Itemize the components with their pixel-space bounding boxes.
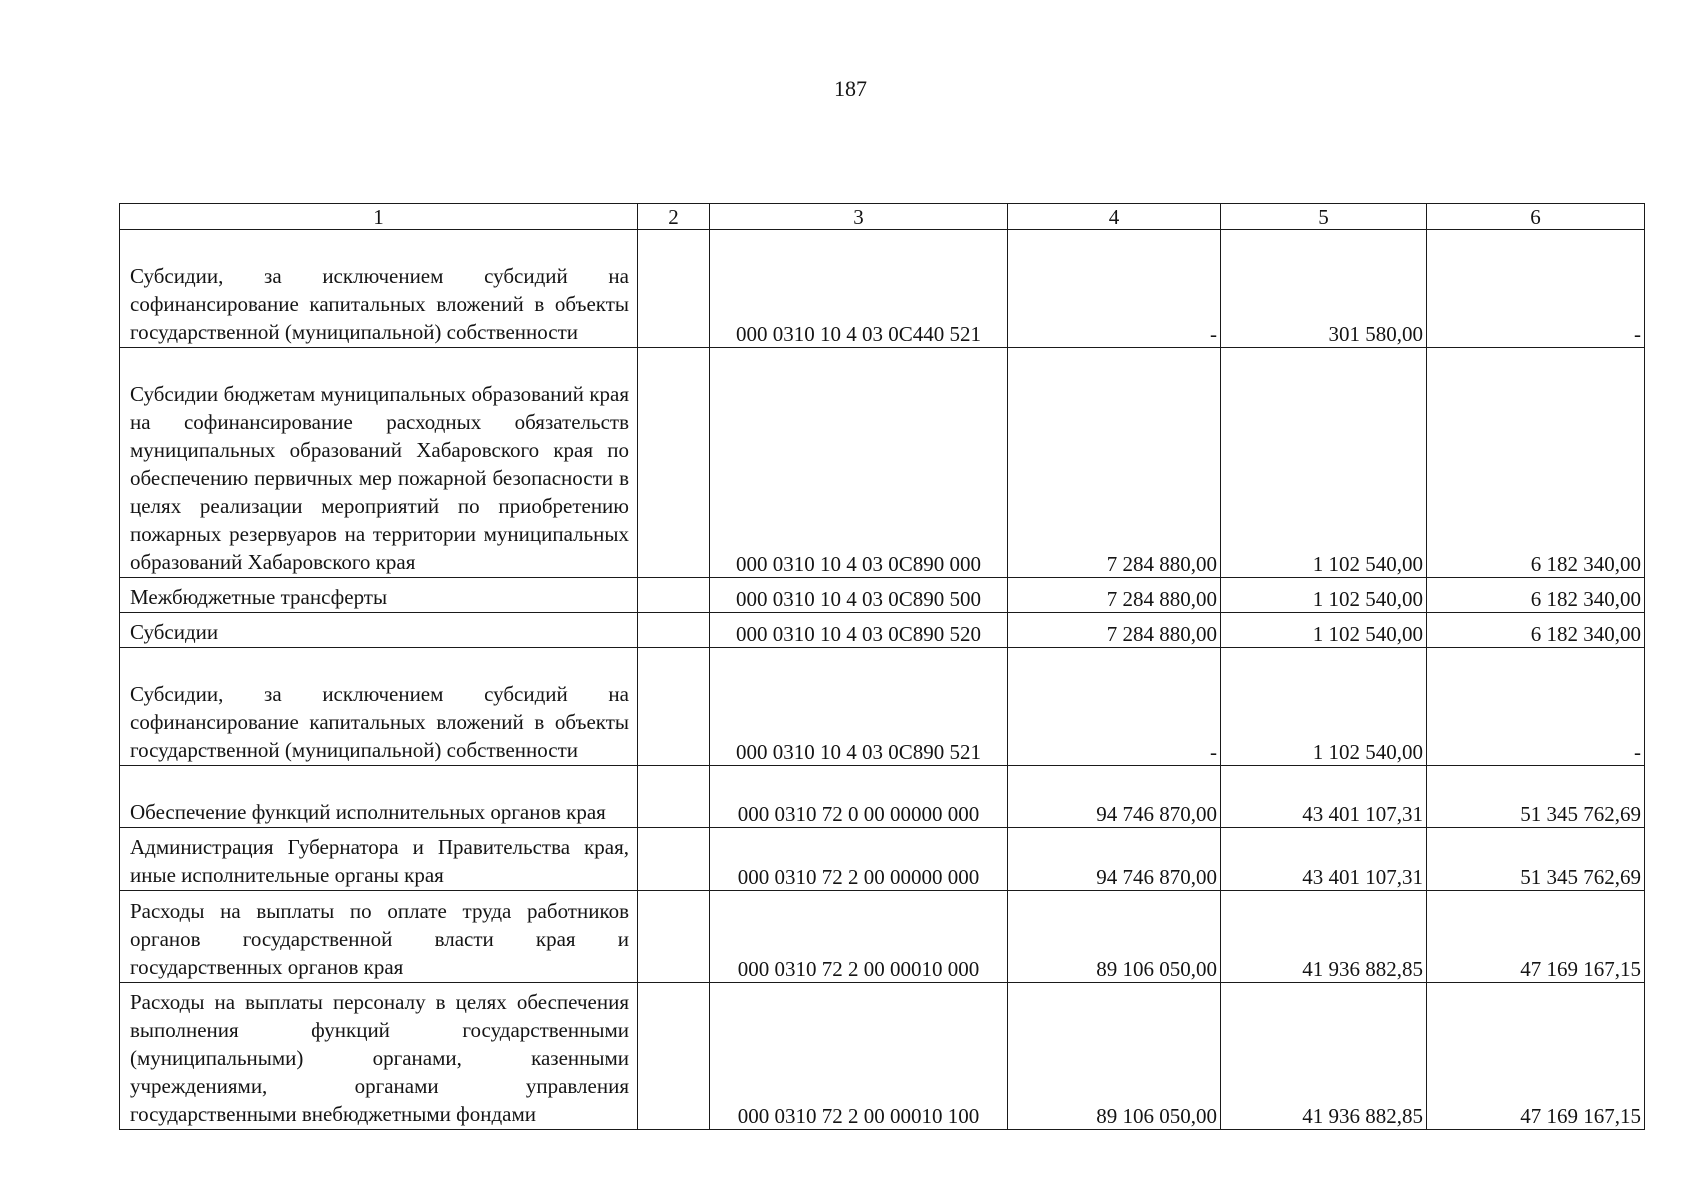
table-row (120, 613, 1645, 648)
table-row (120, 828, 1645, 891)
page-number: 187 (834, 76, 867, 101)
table-row (120, 891, 1645, 983)
row-value-6: 6 182 340,00 (1427, 613, 1645, 648)
column-header-6: 6 (1427, 204, 1645, 230)
table-row (120, 983, 1645, 1130)
row-value-5: 41 936 882,85 (1221, 891, 1427, 983)
row-value-6: 47 169 167,15 (1427, 891, 1645, 983)
row-code: 000 0310 72 2 00 00010 100 (710, 983, 1008, 1130)
row-code: 000 0310 10 4 03 0С890 500 (710, 578, 1008, 613)
row-name: Обеспечение функций исполнительных органов края (120, 766, 638, 828)
column-header-2: 2 (638, 204, 710, 230)
header-row (120, 204, 1645, 230)
table-row (120, 766, 1645, 828)
row-value-4: - (1008, 230, 1221, 348)
row-code: 000 0310 72 2 00 00010 000 (710, 891, 1008, 983)
row-value-5: 301 580,00 (1221, 230, 1427, 348)
table-header (120, 204, 1645, 230)
row-name: Субсидии, за исключением субсидий на софинансирование капитальных вложений в объекты государственной (муниципальной) собственности (120, 230, 638, 348)
row-code: 000 0310 10 4 03 0С440 521 (710, 230, 1008, 348)
row-value-5: 1 102 540,00 (1221, 648, 1427, 766)
row-name: Расходы на выплаты персоналу в целях обеспечения выполнения функций государственными (муниципальными) органами, казенными учреждениями, органами управления государственными внебюджетными фондами (120, 983, 638, 1130)
row-value-4: 7 284 880,00 (1008, 348, 1221, 578)
row-value-6: 51 345 762,69 (1427, 766, 1645, 828)
row-value-5: 1 102 540,00 (1221, 348, 1427, 578)
row-value-5: 1 102 540,00 (1221, 578, 1427, 613)
row-col2 (638, 613, 710, 648)
row-value-6: 6 182 340,00 (1427, 348, 1645, 578)
row-name: Субсидии (120, 613, 638, 648)
row-col2 (638, 828, 710, 891)
row-value-6: 6 182 340,00 (1427, 578, 1645, 613)
row-col2 (638, 766, 710, 828)
row-col2 (638, 578, 710, 613)
row-value-4: 89 106 050,00 (1008, 983, 1221, 1130)
row-value-6: 47 169 167,15 (1427, 983, 1645, 1130)
column-header-3: 3 (710, 204, 1008, 230)
table-body (120, 230, 1645, 1130)
row-code: 000 0310 72 2 00 00000 000 (710, 828, 1008, 891)
row-col2 (638, 891, 710, 983)
row-code: 000 0310 10 4 03 0С890 521 (710, 648, 1008, 766)
row-name: Межбюджетные трансферты (120, 578, 638, 613)
column-header-5: 5 (1221, 204, 1427, 230)
row-value-4: 89 106 050,00 (1008, 891, 1221, 983)
row-value-5: 43 401 107,31 (1221, 766, 1427, 828)
row-code: 000 0310 10 4 03 0С890 520 (710, 613, 1008, 648)
table-row (120, 348, 1645, 578)
row-value-4: 7 284 880,00 (1008, 578, 1221, 613)
row-col2 (638, 648, 710, 766)
row-col2 (638, 230, 710, 348)
row-value-6: - (1427, 648, 1645, 766)
row-name: Субсидии бюджетам муниципальных образований края на софинансирование расходных обязательств муниципальных образований Хабаровского края по обеспечению первичных мер пожарной безопасности в целях реализации мероприятий по приобретению пожарных резервуаров на территории муниципальных образований Хабаровского края (120, 348, 638, 578)
row-name: Администрация Губернатора и Правительства края, иные исполнительные органы края (120, 828, 638, 891)
row-name: Субсидии, за исключением субсидий на софинансирование капитальных вложений в объекты государственной (муниципальной) собственности (120, 648, 638, 766)
row-value-4: 7 284 880,00 (1008, 613, 1221, 648)
row-code: 000 0310 10 4 03 0С890 000 (710, 348, 1008, 578)
table-row (120, 578, 1645, 613)
row-value-5: 1 102 540,00 (1221, 613, 1427, 648)
row-value-5: 43 401 107,31 (1221, 828, 1427, 891)
budget-table (119, 203, 1645, 1130)
row-value-5: 41 936 882,85 (1221, 983, 1427, 1130)
row-value-6: 51 345 762,69 (1427, 828, 1645, 891)
row-value-4: 94 746 870,00 (1008, 766, 1221, 828)
column-header-1: 1 (120, 204, 638, 230)
row-col2 (638, 348, 710, 578)
column-header-4: 4 (1008, 204, 1221, 230)
row-col2 (638, 983, 710, 1130)
row-name: Расходы на выплаты по оплате труда работников органов государственной власти края и государственных органов края (120, 891, 638, 983)
table-row (120, 648, 1645, 766)
table-row (120, 230, 1645, 348)
row-value-4: - (1008, 648, 1221, 766)
row-value-4: 94 746 870,00 (1008, 828, 1221, 891)
row-value-6: - (1427, 230, 1645, 348)
row-code: 000 0310 72 0 00 00000 000 (710, 766, 1008, 828)
